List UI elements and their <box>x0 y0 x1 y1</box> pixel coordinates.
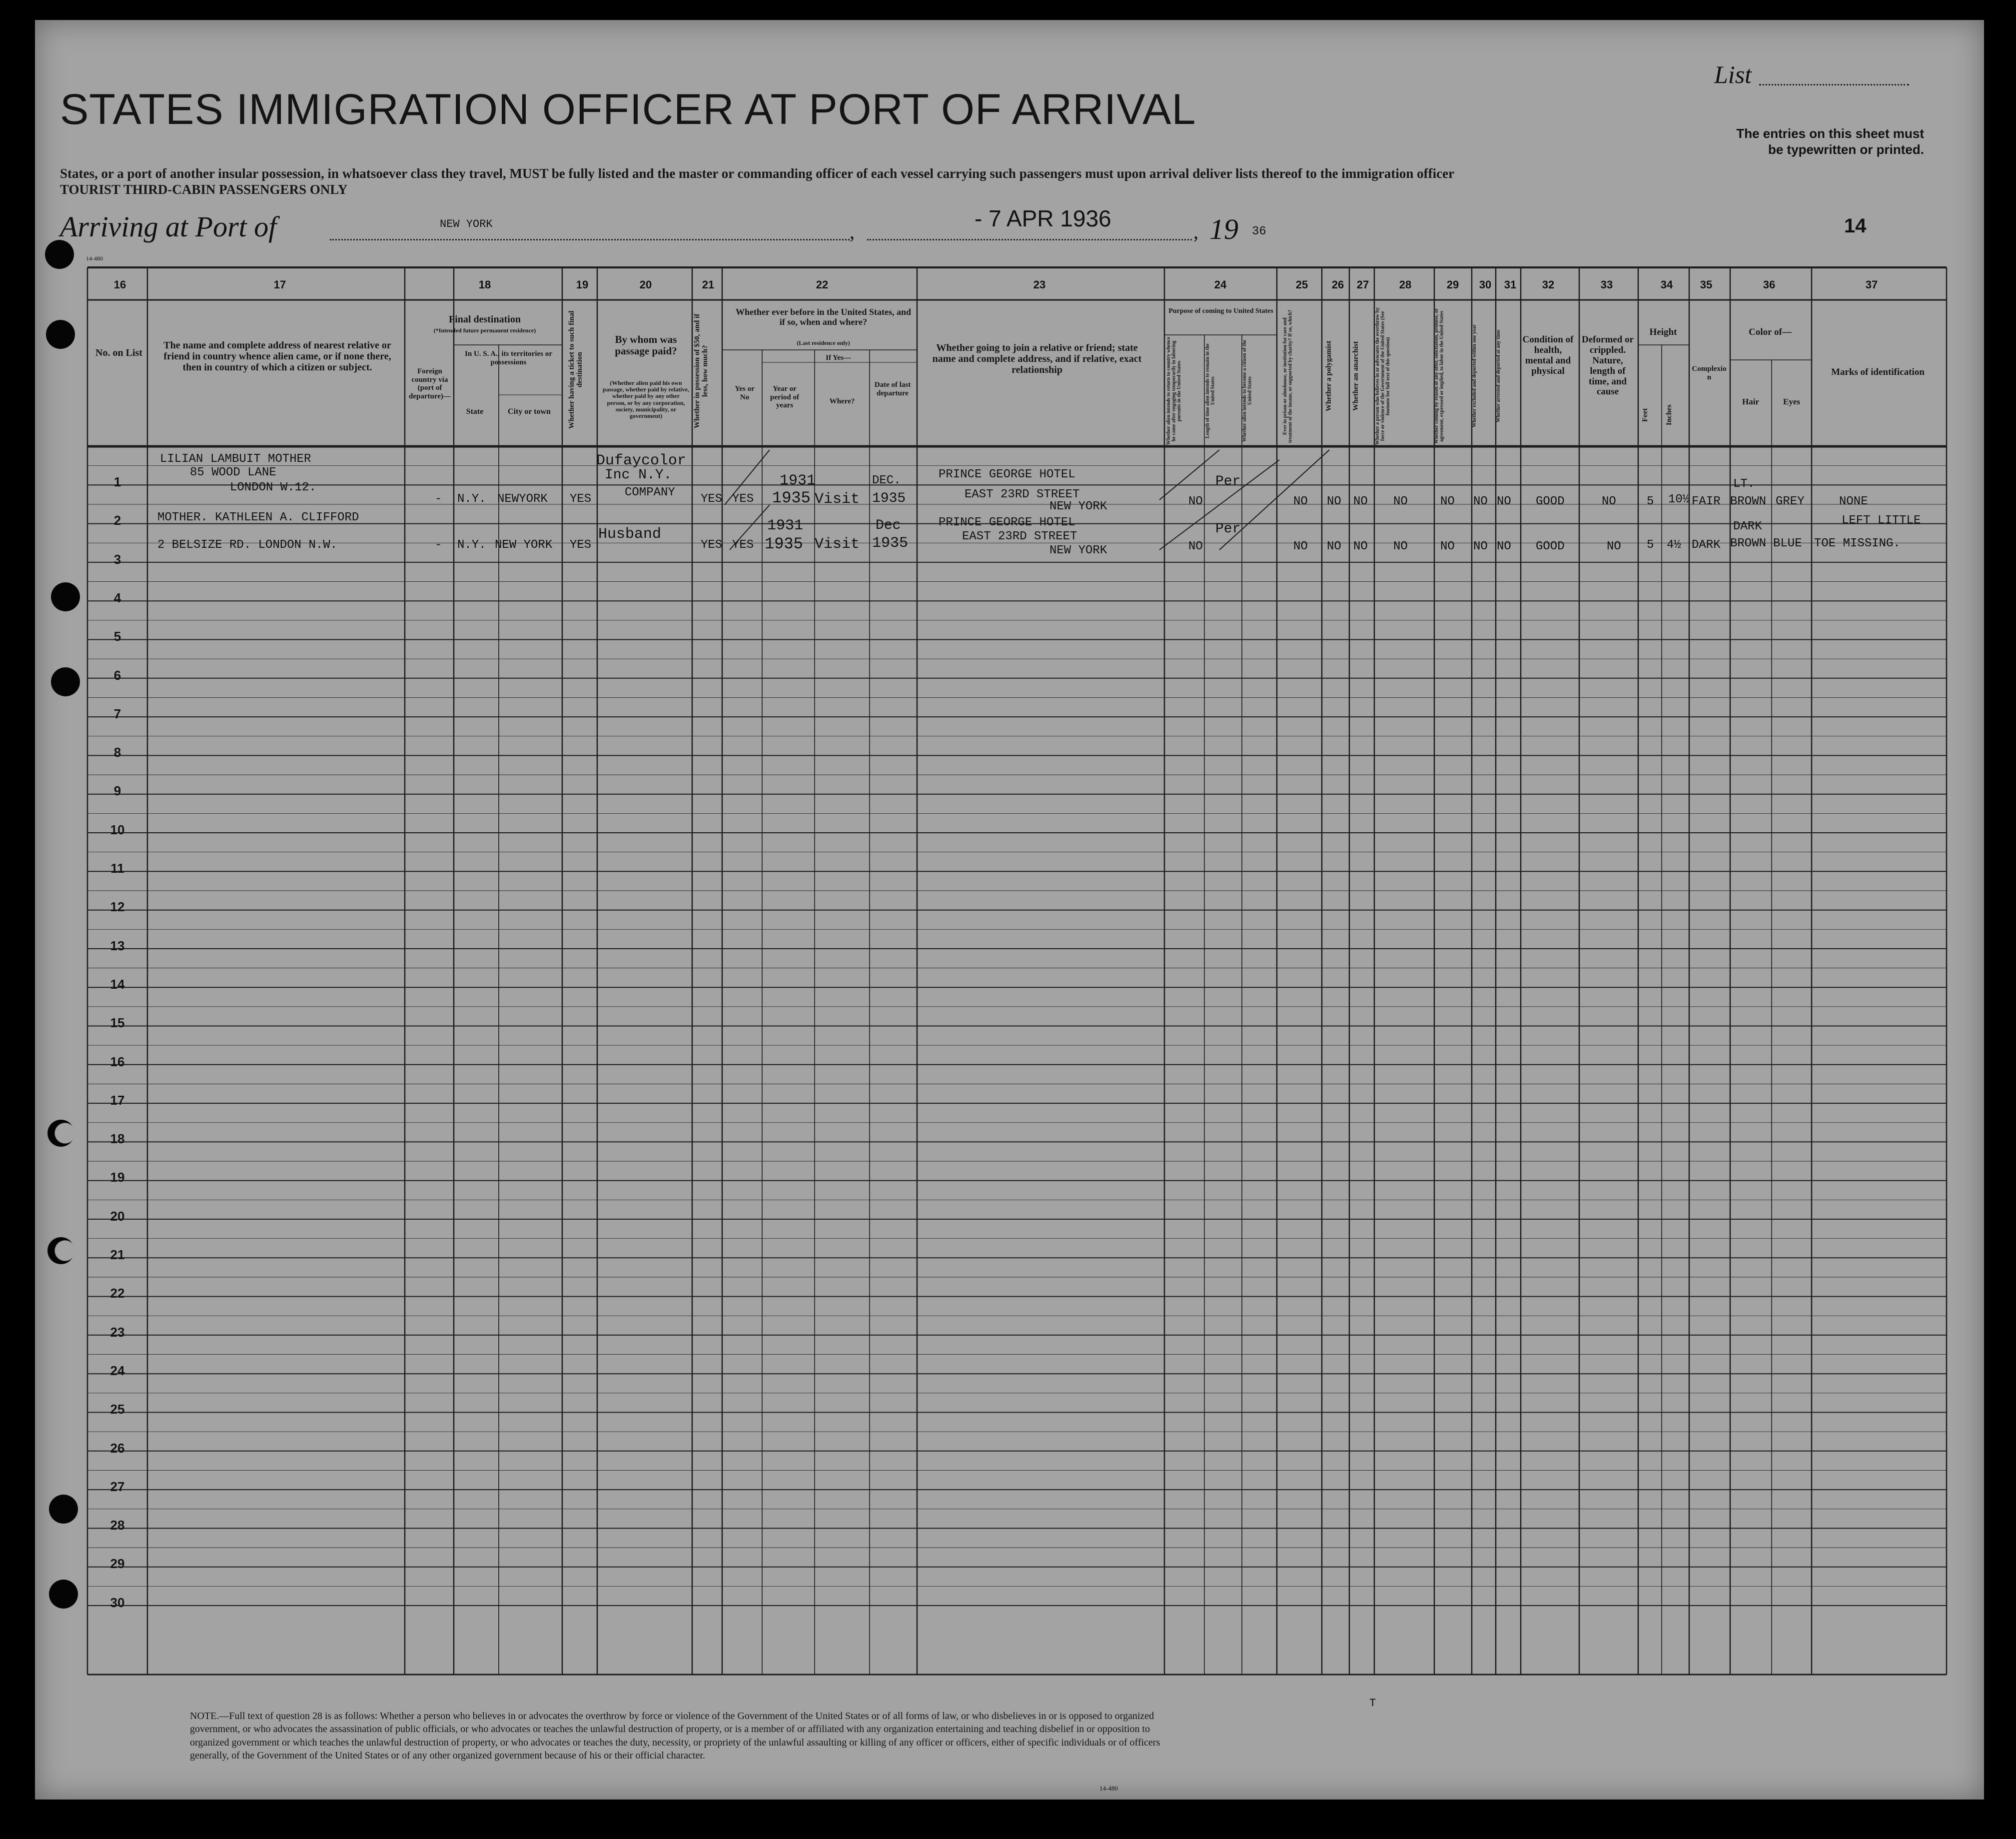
col-header-deformed: Deformed or crippled. Nature, length of time, and cause <box>1582 334 1634 397</box>
row-number: 22 <box>110 1286 125 1301</box>
col-header-ticket: Whether having a ticket to such final destination <box>568 310 584 429</box>
col-header-health: Condition of health, mental and physical <box>1522 334 1574 376</box>
row-number: 24 <box>110 1363 125 1378</box>
question-30: NO <box>1473 495 1488 508</box>
list-label: List <box>1714 60 1752 88</box>
col-number: 34 <box>1660 278 1673 291</box>
date-departure: 1935 <box>872 535 909 552</box>
col-number: 32 <box>1542 278 1555 291</box>
col-header-destination: Final destination <box>449 314 521 325</box>
row-number: 2 <box>113 513 121 528</box>
polygamist: NO <box>1327 540 1341 553</box>
row-number: 10 <box>110 822 125 837</box>
height-inches: 4½ <box>1667 538 1681 552</box>
deformed: NO <box>1607 540 1621 553</box>
subtitle-line: States, or a port of another insular possession, in whatsoever class they travel, MUST be fully listed and the master or commanding officer of each vessel carrying such passengers must upon arrival deliver lists thereof to the immigration officer <box>60 166 1455 181</box>
ticket: YES <box>570 538 592 552</box>
col-header-feet: Feet <box>1641 408 1649 422</box>
col-number: 29 <box>1446 278 1459 291</box>
row-number: 29 <box>110 1556 125 1572</box>
col-header-color: Color of— <box>1749 327 1792 337</box>
row-number: 14 <box>110 976 125 992</box>
join-relative: EAST 23RD STREET <box>965 488 1080 501</box>
row-number: 16 <box>110 1054 125 1069</box>
col-header-anarchist: Whether an anarchist <box>1352 341 1360 411</box>
col-header-usa: In U. S. A., its territories or possessions <box>465 350 552 366</box>
col-number: 22 <box>816 278 829 291</box>
question-30: NO <box>1473 540 1488 553</box>
ever-before: YES <box>732 492 754 506</box>
year: 1931 <box>767 517 804 534</box>
col-header-polygamist: Whether a polygamist <box>1325 340 1333 412</box>
entries-note: The entries on this sheet must <box>1736 126 1924 141</box>
col-subheader: (Whether alien paid his own passage, whether paid by relative, whether paid by any other person, or by any corporation, society, municipality, or government) <box>603 379 689 419</box>
col-header-marks: Marks of identification <box>1831 367 1925 377</box>
prison: NO <box>1293 495 1308 508</box>
relative-city: LONDON W.12. <box>230 481 316 494</box>
col-header-length: Length of time alien intends to remain in the United States <box>1205 343 1216 438</box>
paid-by: COMPANY <box>625 486 675 499</box>
prison: NO <box>1293 540 1308 553</box>
join-relative: PRINCE GEORGE HOTEL <box>939 516 1075 529</box>
money: YES <box>701 538 723 552</box>
date-departure: DEC. <box>872 474 901 487</box>
join-relative: NEW YORK <box>1049 500 1107 513</box>
row-number: 25 <box>110 1402 125 1417</box>
col-header-no: No. on List <box>95 347 142 358</box>
identification-marks: TOE MISSING. <box>1814 537 1901 550</box>
purpose-length: Per <box>1215 474 1241 489</box>
row-number: 1 <box>113 474 121 489</box>
sheet-number: 14 <box>1844 215 1867 237</box>
stray-mark: T <box>1369 1697 1376 1710</box>
year: 1935 <box>772 489 811 507</box>
row-number: 19 <box>110 1170 125 1185</box>
row-number: 17 <box>110 1092 125 1108</box>
col-header-year: Year or period of years <box>770 385 799 409</box>
col-number: 30 <box>1479 278 1492 291</box>
col-header-citizen: Whether alien intends to become a citizen of the United States <box>1242 339 1253 442</box>
col-header-purpose: Purpose of coming to United States <box>1168 307 1273 315</box>
identification-marks: LEFT LITTLE <box>1842 514 1921 527</box>
year: 1935 <box>765 535 803 553</box>
col-header-city: City or town <box>508 407 551 416</box>
row-number: 18 <box>110 1131 125 1147</box>
col-header-money: Whether in possession of $50, and if less, how much? <box>693 313 709 429</box>
where: Visit <box>815 491 860 508</box>
col-header-return: Whether alien intends to return to country whence he came after engaging temporarily in laboring pursuits in the United States <box>1166 337 1182 445</box>
page-title: STATES IMMIGRATION OFFICER AT PORT OF ARRIVAL <box>60 85 1196 133</box>
row-number: 7 <box>113 706 121 721</box>
height-feet: 5 <box>1647 538 1654 552</box>
date-stamp: - 7 APR 1936 <box>975 205 1111 231</box>
question-31: NO <box>1497 495 1511 508</box>
row-number: 15 <box>110 1015 125 1031</box>
port-value: NEW YORK <box>440 218 493 230</box>
row-number: 9 <box>113 783 121 799</box>
polygamist: NO <box>1327 495 1341 508</box>
relative-address: 2 BELSIZE RD. LONDON N.W. <box>157 538 338 552</box>
eyes: BLUE <box>1773 537 1802 550</box>
hair: BROWN <box>1730 537 1767 550</box>
col-number: 23 <box>1033 278 1046 291</box>
purpose-length: Per <box>1215 521 1241 537</box>
foreign-country: - <box>435 538 442 552</box>
row-number: 20 <box>110 1208 125 1224</box>
relative-name: MOTHER. KATHLEEN A. CLIFFORD <box>157 511 359 524</box>
col-header-prison: Ever in prison or almshouse, or institution for care and treatment of the insane, or supported by charity? If so, which? <box>1282 309 1293 443</box>
grid-line <box>1159 450 1219 500</box>
relative-address: 85 WOOD LANE <box>190 466 276 479</box>
col-number: 24 <box>1214 278 1227 291</box>
col-number: 35 <box>1700 278 1713 291</box>
paid-by: Husband <box>598 526 662 543</box>
year-prefix: 19 <box>1209 213 1238 245</box>
col-number: 20 <box>639 278 652 291</box>
col-number: 27 <box>1356 278 1369 291</box>
col-number: 37 <box>1865 278 1878 291</box>
col-header-where: Where? <box>829 397 855 405</box>
anarchist: NO <box>1353 495 1368 508</box>
col-header-yes-no: Yes or No <box>735 385 755 401</box>
city: NEW YORK <box>495 538 553 552</box>
question-29: NO <box>1440 540 1455 553</box>
height-feet: 5 <box>1647 495 1654 508</box>
col-number: 36 <box>1763 278 1776 291</box>
deformed: NO <box>1602 495 1616 508</box>
col-number: 16 <box>113 278 126 291</box>
eyes: GREY <box>1776 495 1805 508</box>
ever-before: YES <box>732 538 754 552</box>
row-number: 26 <box>110 1440 125 1456</box>
col-number: 31 <box>1504 278 1517 291</box>
height-inches: 10½ <box>1668 493 1690 506</box>
col-number: 25 <box>1295 278 1308 291</box>
hair: LT. <box>1733 477 1755 491</box>
anarchist: NO <box>1353 540 1368 553</box>
row-number: 6 <box>113 667 121 683</box>
col-header-q28: Whether a person who believes in or advocates the overthrow by force or violence of the Government of the United States (See footnote for full text of this question) <box>1375 307 1391 445</box>
row-number: 5 <box>113 629 121 644</box>
question-28: NO <box>1393 540 1408 553</box>
hair: DARK <box>1733 520 1762 533</box>
col-number: 19 <box>576 278 589 291</box>
form-code: 14-480 <box>86 255 103 262</box>
identification-marks: NONE <box>1839 495 1868 508</box>
date-departure: 1935 <box>872 491 906 506</box>
col-header-if-yes: If Yes— <box>826 354 851 362</box>
paid-by: Inc N.Y. <box>605 467 672 483</box>
col-header-q29: Whether coming by reason of any offer, solicitation, promise, or agreement, expressed or implied, to labor in the United States <box>1434 308 1445 444</box>
ticket: YES <box>570 492 592 506</box>
year: 1931 <box>780 472 816 489</box>
col-header-state: State <box>466 407 484 416</box>
row-number: 12 <box>110 899 125 915</box>
health: GOOD <box>1536 540 1565 553</box>
col-header-join: Whether going to join a relative or friend; state name and complete address, and if relative, exact relationship <box>932 342 1142 375</box>
col-header-q30: Whether excluded and deported within one year <box>1472 324 1477 428</box>
col-header-height: Height <box>1649 327 1677 337</box>
date-departure: Dec <box>876 518 901 533</box>
col-header-ever-before: Whether ever before in the United States, and if so, when and where? <box>736 307 911 327</box>
complexion: DARK <box>1692 538 1721 552</box>
year-suffix: 36 <box>1252 225 1266 238</box>
footnote-question-28: NOTE.—Full text of question 28 is as follows: Whether a person who believes in or advocates the overthrow by force or violence of the Government of the United States or of all forms of law, or who disbelieves in or is opposed to organized government, or who advocates the assassination of public officials, or who advocates or teaches the unlawful destruction of property, or is a member of or affiliated with any organization entertaining and teaching disbelief in or opposition to organized government or which teaches the unlawful destruction of property, or who advocates or teaches the duty, necessity, or propriety of the unlawful assaulting or killing of any officer or officers, either of specific individuals or of officers generally, of the Government of the United States or of any other organized government because of his or their official character. <box>190 1711 1160 1762</box>
money: YES <box>701 492 723 506</box>
row-number: 4 <box>113 590 121 605</box>
row-number: 13 <box>110 938 125 953</box>
col-number: 28 <box>1399 278 1412 291</box>
paid-by: Dufaycolor <box>596 452 687 469</box>
join-relative: PRINCE GEORGE HOTEL <box>939 468 1075 481</box>
col-number: 18 <box>478 278 491 291</box>
col-number: 33 <box>1600 278 1613 291</box>
row-number: 30 <box>110 1595 125 1610</box>
city: NEWYORK <box>497 492 548 506</box>
foreign-country: - <box>435 492 442 506</box>
state: N.Y. <box>457 492 486 506</box>
row-number: 11 <box>110 861 124 876</box>
row-number: 27 <box>110 1479 125 1494</box>
arriving-label: Arriving at Port of <box>60 210 277 243</box>
health: GOOD <box>1536 495 1565 508</box>
col-header-inches: Inches <box>1665 404 1673 425</box>
col-header-complexion: Complexion <box>1692 365 1727 381</box>
col-number: 17 <box>273 278 286 291</box>
row-number: 23 <box>110 1324 125 1340</box>
col-number: 21 <box>702 278 715 291</box>
join-relative: NEW YORK <box>1049 544 1107 557</box>
where: Visit <box>815 536 860 553</box>
col-header-hair: Hair <box>1742 397 1759 406</box>
col-header-relative: The name and complete address of nearest relative or friend in country whence alien came, or if none there, then in country of which a citizen or subject. <box>163 340 391 373</box>
join-relative: EAST 23RD STREET <box>962 530 1077 543</box>
col-number: 26 <box>1331 278 1344 291</box>
purpose-return: NO <box>1188 540 1203 553</box>
col-header-date: Date of last departure <box>874 381 911 397</box>
entries-note: be typewritten or printed. <box>1768 142 1924 157</box>
purpose-return: NO <box>1188 495 1203 508</box>
hair: BROWN <box>1730 495 1767 508</box>
row-number: 3 <box>113 551 121 567</box>
col-header-foreign: Foreign country via (port of departure)— <box>409 367 451 400</box>
col-header-eyes: Eyes <box>1783 397 1800 406</box>
relative-name: LILIAN LAMBUIT MOTHER <box>160 452 311 466</box>
row-number: 21 <box>110 1247 125 1262</box>
form-code-footer: 14-480 <box>1099 1785 1118 1792</box>
question-29: NO <box>1440 495 1455 508</box>
col-header-q31: Whether arrested and deported at any time <box>1496 329 1501 423</box>
row-number: 28 <box>110 1518 125 1533</box>
state: N.Y. <box>457 538 486 552</box>
question-31: NO <box>1497 540 1511 553</box>
col-header-paid-by: By whom was passage paid? <box>615 333 677 357</box>
col-subheader: (Last residence only) <box>797 339 850 346</box>
question-28: NO <box>1393 495 1408 508</box>
row-number: 8 <box>113 745 121 760</box>
complexion: FAIR <box>1692 495 1721 508</box>
passenger-class: TOURIST THIRD-CABIN PASSENGERS ONLY <box>60 182 348 197</box>
col-subheader: (*Intended future permanent residence) <box>433 327 536 334</box>
